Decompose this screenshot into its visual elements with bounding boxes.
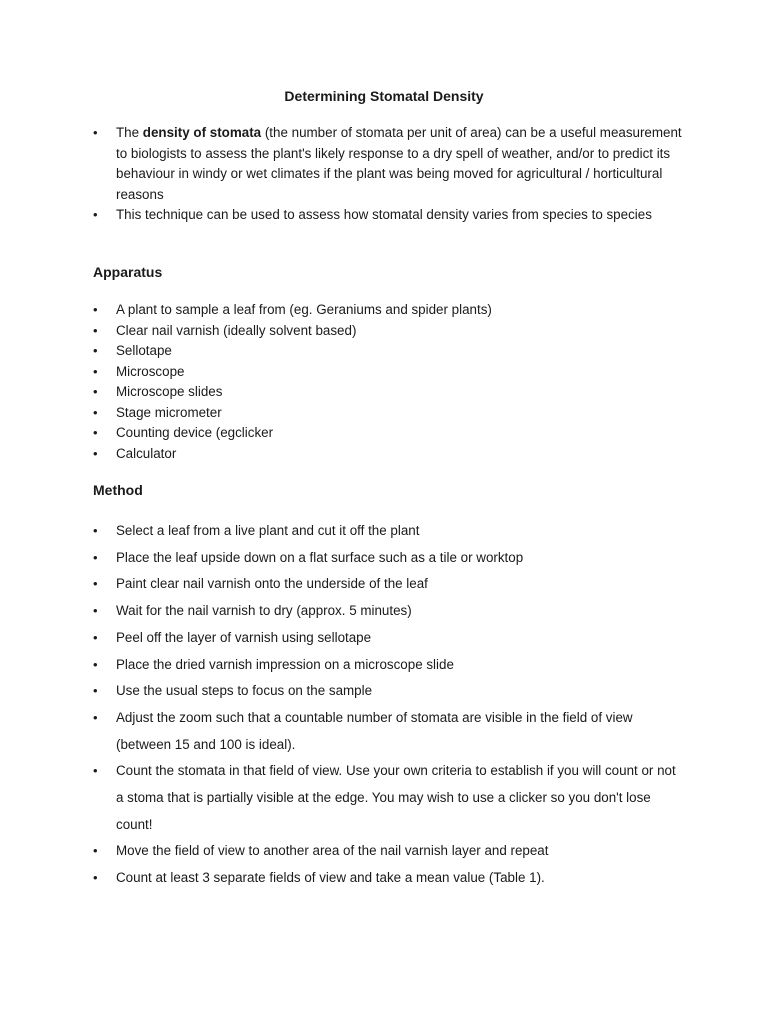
list-item: • Stage micrometer [93, 403, 683, 424]
list-item: • Place the dried varnish impression on a microscope slide [93, 652, 683, 679]
list-item: • A plant to sample a leaf from (eg. Geraniums and spider plants) [93, 300, 683, 321]
list-item: • Adjust the zoom such that a countable number of stomata are visible in the field of view (between 15 and 100 is ideal). [93, 705, 683, 758]
list-item: • Move the field of view to another area of the nail varnish layer and repeat [93, 838, 683, 865]
list-item: • This technique can be used to assess how stomatal density varies from species to species [93, 205, 683, 226]
list-item: • Clear nail varnish (ideally solvent based) [93, 321, 683, 342]
intro-list [93, 123, 683, 226]
intro-suffix: (the number of stomata per unit of area) can be a useful measurement to biologists to assess the plant's likely response to a dry spell of weather, and/or to predict its behaviour in windy or wet climates if the plant was being moved for agricultural / horticultural reasons [116, 125, 682, 202]
list-item: • Wait for the nail varnish to dry (approx. 5 minutes) [93, 598, 683, 625]
list-item: • Calculator [93, 444, 683, 465]
list-item: • Peel off the layer of varnish using sellotape [93, 625, 683, 652]
apparatus-list [93, 300, 683, 464]
intro-prefix: The [116, 125, 143, 140]
list-item: • Paint clear nail varnish onto the underside of the leaf [93, 571, 683, 598]
list-item: • Microscope [93, 362, 683, 383]
method-list [93, 518, 683, 892]
intro-bold-term: density of stomata [142, 125, 262, 140]
list-item: • Microscope slides [93, 382, 683, 403]
list-item: • Count the stomata in that field of view. Use your own criteria to establish if you will count or not a stoma that is partially visible at the edge. You may wish to use a clicker so you don't lose count! [93, 758, 683, 838]
list-item: • Select a leaf from a live plant and cut it off the plant [93, 518, 683, 545]
list-item: • Sellotape [93, 341, 683, 362]
list-item [93, 123, 683, 205]
method-heading: Method [93, 482, 143, 498]
list-item: • Place the leaf upside down on a flat surface such as a tile or worktop [93, 545, 683, 572]
list-item: • Use the usual steps to focus on the sample [93, 678, 683, 705]
document-title: Determining Stomatal Density [284, 88, 484, 104]
list-item: • Counting device (egclicker [93, 423, 683, 444]
list-item: • Count at least 3 separate fields of view and take a mean value (Table 1). [93, 865, 683, 892]
apparatus-heading: Apparatus [93, 264, 163, 280]
